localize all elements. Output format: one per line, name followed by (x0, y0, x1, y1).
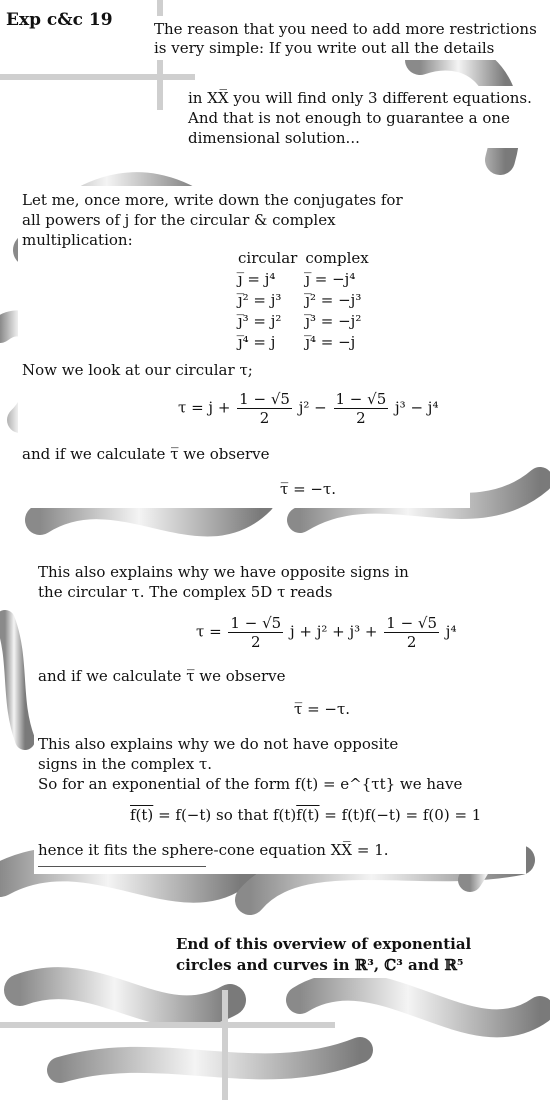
fraction-denominator: 2 (259, 409, 270, 427)
circular-tau-equation (178, 390, 438, 427)
hence-line: hence it fits the sphere-cone equation XX̅ = 1. (38, 841, 389, 859)
conj-intro-1: Let me, once more, write down the conjugates for (22, 191, 403, 209)
end-line-2: circles and curves in ℝ³, ℂ³ and ℝ⁵ (176, 956, 464, 974)
divider (38, 866, 206, 867)
table-row (238, 311, 377, 332)
table-cell: j̅³ = −j² (305, 312, 362, 330)
explain2-line-3: So for an exponential of the form f(t) = e^{τt} we have (38, 775, 463, 793)
end-note-box (148, 918, 478, 978)
eq-tail: j⁴ (445, 622, 457, 641)
table-cell: j̅² = −j³ (305, 291, 362, 309)
eq-mid: j + j² + j³ + (289, 622, 378, 641)
intro-panel (150, 16, 540, 60)
intro-line-1: The reason that you need to add more restrictions (154, 20, 537, 38)
table-row (238, 269, 377, 290)
header-complex: complex (305, 249, 369, 267)
explain2-line-2: signs in the complex τ. (38, 755, 213, 773)
explain-line-1: This also explains why we have opposite signs in (38, 563, 409, 581)
fraction-numerator: 1 − √5 (239, 390, 290, 408)
note-line-2: And that is not enough to guarantee a one (188, 109, 510, 127)
fraction (228, 614, 283, 651)
f-overlined: f(t) (130, 806, 154, 824)
fraction-denominator: 2 (406, 633, 417, 651)
fraction (334, 390, 389, 427)
table-cell: j̅ = −j⁴ (305, 270, 356, 288)
f-eq-rest: = f(t)f(−t) = f(0) = 1 (319, 806, 482, 824)
fraction-denominator: 2 (251, 633, 261, 651)
calc-line-1: and if we calculate τ̅ we observe (22, 445, 270, 463)
note-line-1: in XX̅ you will find only 3 different equations. (188, 89, 532, 107)
tau-bar-equation-1: τ̅ = −τ. (280, 480, 337, 498)
conj-intro-3: multiplication: (22, 231, 133, 249)
fraction-numerator: 1 − √5 (335, 390, 387, 408)
fraction-denominator: 2 (356, 409, 366, 427)
explain2-line-1: This also explains why we do not have opposite (38, 735, 399, 753)
header-circular: circular (238, 249, 298, 267)
circular-intro: Now we look at our circular τ; (22, 361, 253, 379)
table-cell: j̅² = j³ (238, 291, 282, 309)
explain-line-2: the circular τ. The complex 5D τ reads (38, 583, 333, 601)
table-row (238, 290, 377, 311)
eq-lhs: τ = (196, 622, 222, 641)
note-line-3: dimensional solution... (188, 129, 360, 147)
complex-tau-equation (196, 614, 456, 651)
f-equation (130, 806, 481, 824)
fraction-numerator: 1 − √5 (386, 614, 438, 632)
calc-line-2: and if we calculate τ̅ we observe (38, 667, 286, 685)
table-row (238, 332, 377, 353)
eq-mid: j² − (298, 398, 327, 417)
page-title: Exp c&c 19 (6, 10, 113, 30)
fraction (384, 614, 439, 651)
conj-intro-2: all powers of j for the circular & complex (22, 211, 336, 229)
complex-panel (34, 556, 526, 874)
f-overlined-2: f(t) (296, 806, 320, 824)
tau-bar-equation-2: τ̅ = −τ. (294, 700, 351, 718)
conjugates-panel (18, 186, 470, 508)
table-cell: j̅³ = j² (238, 312, 282, 330)
table-cell: j̅ = j⁴ (238, 270, 276, 288)
intro-line-2: is very simple: If you write out all the details (154, 39, 495, 57)
f-eq-mid: = f(−t) so that f(t) (153, 806, 297, 824)
fraction-numerator: 1 − √5 (230, 614, 282, 632)
end-line-1: End of this overview of exponential (176, 935, 472, 953)
eq-lhs: τ = j + (178, 398, 231, 417)
conjugates-table (238, 248, 377, 353)
table-header-row (238, 248, 377, 269)
table-cell: j̅⁴ = −j (305, 333, 356, 351)
table-cell: j̅⁴ = j (238, 333, 276, 351)
equations-note-panel (183, 86, 545, 148)
eq-tail: j³ − j⁴ (395, 398, 439, 417)
fraction (237, 390, 292, 427)
